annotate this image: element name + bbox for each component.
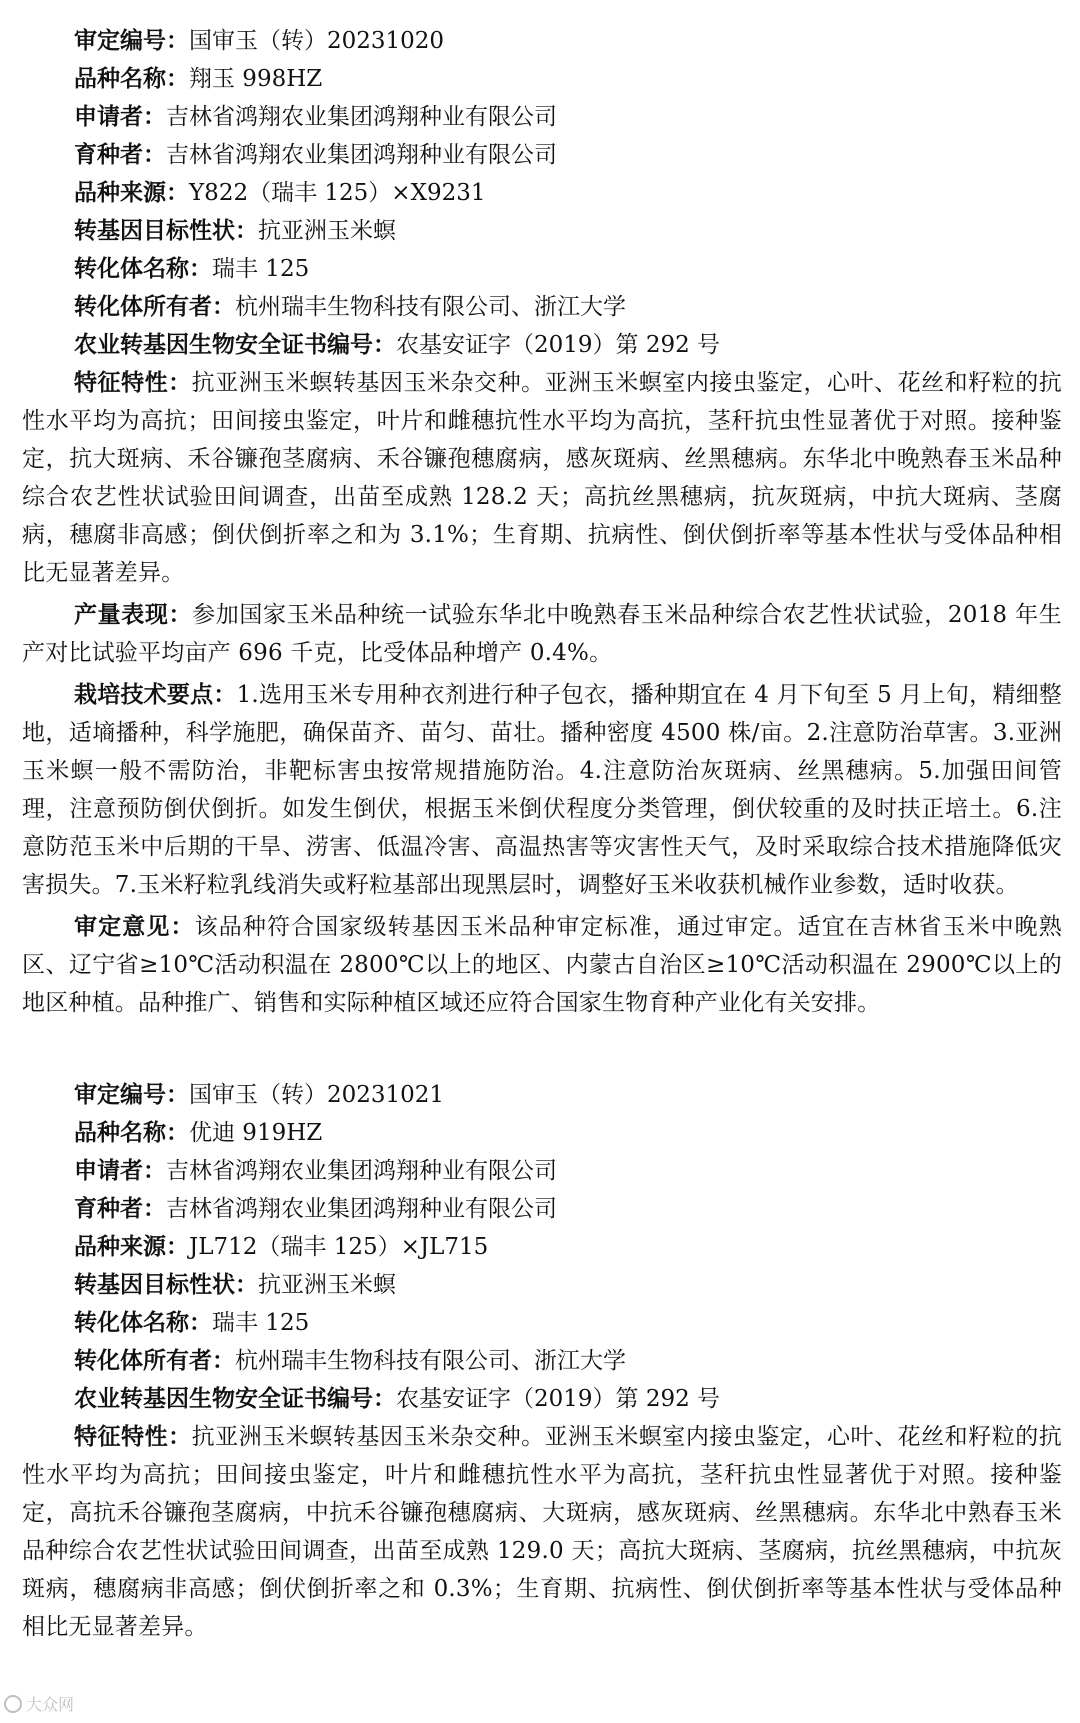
source-watermark: 大众网	[4, 1692, 74, 1715]
paragraph-yield: 产量表现：参加国家玉米品种统一试验东华北中晚熟春玉米品种综合农艺性状试验，2018 年生产对比试验平均亩产 696 千克，比受体品种增产 0.4%。	[22, 602, 1063, 666]
field-target-trait: 转基因目标性状：抗亚洲玉米螟	[74, 1272, 396, 1298]
field-variety-source: 品种来源：JL712（瑞丰 125）×JL715	[74, 1234, 489, 1260]
paragraph-approval-opinion: 审定意见：该品种符合国家级转基因玉米品种审定标准，通过审定。适宜在吉林省玉米中晚熟区、辽宁省≥10℃活动积温在 2800℃以上的地区、内蒙古自治区≥10℃活动积温在 2900℃以上的地区种植。品种推广、销售和实际种植区域还应符合国家生物育种产业化有关安排。	[22, 914, 1063, 1016]
field-biosafety-certificate: 农业转基因生物安全证书编号：农基安证字（2019）第 292 号	[74, 332, 721, 358]
field-variety-name: 品种名称：优迪 919HZ	[74, 1120, 323, 1146]
field-transformant-name: 转化体名称：瑞丰 125	[74, 256, 310, 282]
paragraph-characteristics: 特征特性：抗亚洲玉米螟转基因玉米杂交种。亚洲玉米螟室内接虫鉴定，心叶、花丝和籽粒的抗性水平均为高抗；田间接虫鉴定，叶片和雌穗抗性水平均为高抗，茎秆抗虫性显著优于对照。接种鉴定，抗大斑病、禾谷镰孢茎腐病、禾谷镰孢穗腐病，感灰斑病、丝黑穗病。东华北中晚熟春玉米品种综合农艺性状试验田间调查，出苗至成熟 128.2 天；高抗丝黑穗病，抗灰斑病，中抗大斑病、茎腐病，穗腐非高感；倒伏倒折率之和为 3.1%；生育期、抗病性、倒伏倒折率等基本性状与受体品种相比无显著差异。	[22, 370, 1063, 586]
variety-record-2	[22, 1076, 1062, 1646]
field-transformant-owner: 转化体所有者：杭州瑞丰生物科技有限公司、浙江大学	[74, 294, 626, 320]
variety-record-1	[22, 22, 1062, 1022]
field-transformant-name: 转化体名称：瑞丰 125	[74, 1310, 310, 1336]
field-variety-name: 品种名称：翔玉 998HZ	[74, 66, 323, 92]
field-target-trait: 转基因目标性状：抗亚洲玉米螟	[74, 218, 396, 244]
field-breeder: 育种者：吉林省鸿翔农业集团鸿翔种业有限公司	[74, 1196, 557, 1222]
field-approval-number: 审定编号：国审玉（转）20231020	[74, 28, 445, 54]
paragraph-characteristics: 特征特性：抗亚洲玉米螟转基因玉米杂交种。亚洲玉米螟室内接虫鉴定，心叶、花丝和籽粒的抗性水平均为高抗；田间接虫鉴定，叶片和雌穗抗性水平为高抗，茎秆抗虫性显著优于对照。接种鉴定，高抗禾谷镰孢茎腐病，中抗禾谷镰孢穗腐病、大斑病，感灰斑病、丝黑穗病。东华北中熟春玉米品种综合农艺性状试验田间调查，出苗至成熟 129.0 天；高抗大斑病、茎腐病，抗丝黑穗病，中抗灰斑病，穗腐病非高感；倒伏倒折率之和 0.3%；生育期、抗病性、倒伏倒折率等基本性状与受体品种相比无显著差异。	[22, 1424, 1063, 1640]
field-biosafety-certificate: 农业转基因生物安全证书编号：农基安证字（2019）第 292 号	[74, 1386, 721, 1412]
field-approval-number: 审定编号：国审玉（转）20231021	[74, 1082, 445, 1108]
paragraph-cultivation: 栽培技术要点：1.选用玉米专用种衣剂进行种子包衣，播种期宜在 4 月下旬至 5 月上旬，精细整地，适墒播种，科学施肥，确保苗齐、苗匀、苗壮。播种密度 4500 株/亩。2.注意防治草害。3.亚洲玉米螟一般不需防治，非靶标害虫按常规措施防治。4.注意防治灰斑病、丝黑穗病。5.加强田间管理，注意预防倒伏倒折。如发生倒伏，根据玉米倒伏程度分类管理，倒伏较重的及时扶正培土。6.注意防范玉米中后期的干旱、涝害、低温冷害、高温热害等灾害性天气，及时采取综合技术措施降低灾害损失。7.玉米籽粒乳线消失或籽粒基部出现黑层时，调整好玉米收获机械作业参数，适时收获。	[22, 682, 1062, 898]
field-variety-source: 品种来源：Y822（瑞丰 125）×X9231	[74, 180, 486, 206]
watermark-logo-icon	[4, 1695, 22, 1713]
document-page	[22, 22, 1062, 1646]
field-breeder: 育种者：吉林省鸿翔农业集团鸿翔种业有限公司	[74, 142, 557, 168]
field-applicant: 申请者：吉林省鸿翔农业集团鸿翔种业有限公司	[74, 104, 557, 130]
field-applicant: 申请者：吉林省鸿翔农业集团鸿翔种业有限公司	[74, 1158, 557, 1184]
field-transformant-owner: 转化体所有者：杭州瑞丰生物科技有限公司、浙江大学	[74, 1348, 626, 1374]
